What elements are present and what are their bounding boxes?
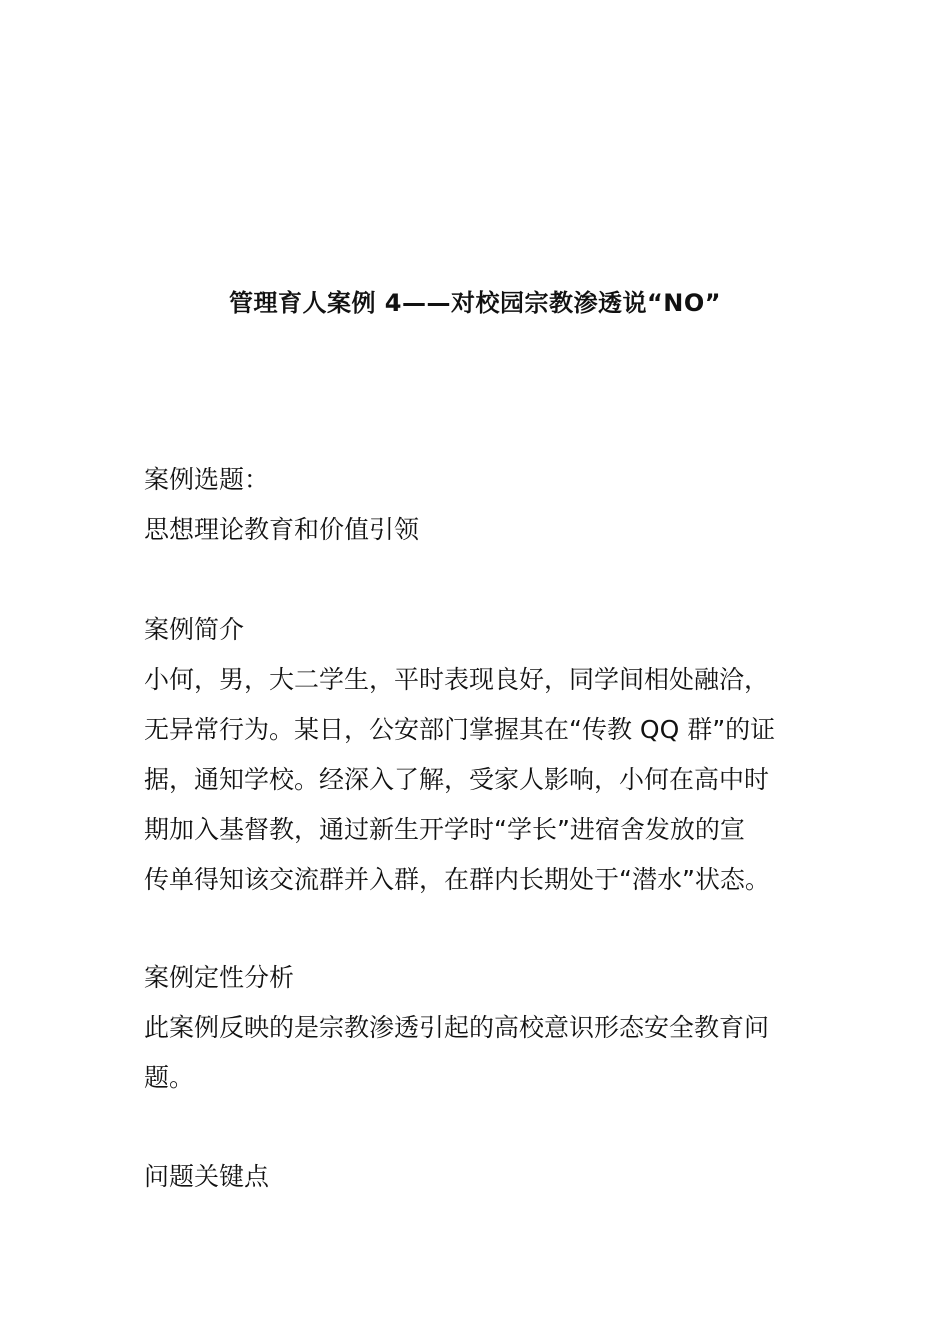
section-heading-analysis: 案例定性分析 [144,963,295,992]
section-body-line: 期加入基督教，通过新生开学时“学长”进宿舍发放的宣 [144,815,745,844]
section-heading-key-points: 问题关键点 [144,1162,270,1191]
section-body-line: 无异常行为。某日，公安部门掌握其在“传教 QQ 群”的证 [144,715,776,744]
section-body-line: 小何，男，大二学生，平时表现良好，同学间相处融洽， [144,665,770,694]
section-heading-summary: 案例简介 [144,615,245,644]
section-heading-topic: 案例选题： [144,465,270,494]
section-body-line: 传单得知该交流群并入群，在群内长期处于“潜水”状态。 [144,865,770,894]
section-body-line: 据，通知学校。经深入了解，受家人影响，小何在高中时 [144,765,770,794]
document-title: 管理育人案例 4——对校园宗教渗透说“NO” [228,289,722,317]
section-body-line: 此案例反映的是宗教渗透引起的高校意识形态安全教育问 [144,1013,770,1042]
section-body-line: 题。 [144,1063,195,1092]
section-body-line: 思想理论教育和价值引领 [144,515,420,544]
